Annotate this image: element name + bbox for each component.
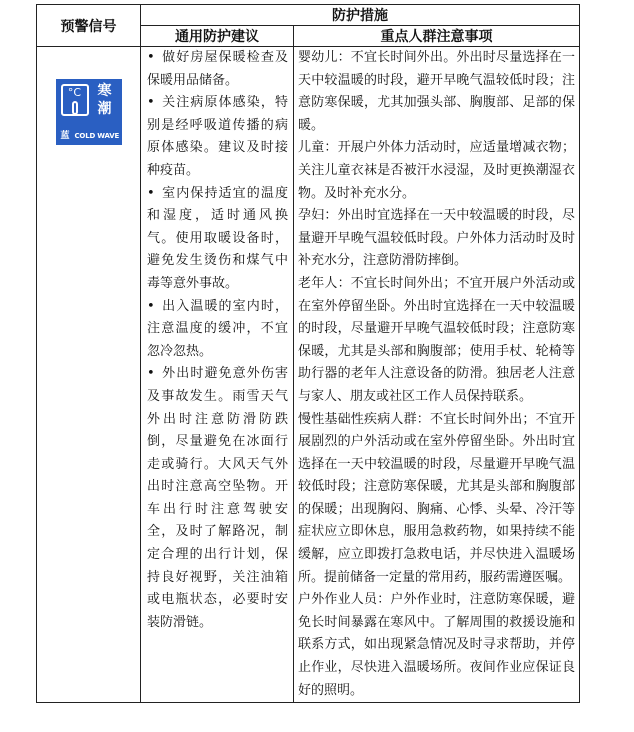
header-signal: 预警信号 [37, 5, 141, 47]
general-advice-cell [141, 47, 294, 703]
badge-title-en: COLD WAVE [74, 132, 120, 140]
header-key-groups: 重点人群注意事项 [294, 26, 580, 47]
key-group-pregnant: 孕妇：外出时宜选择在一天中较温暖的时段，尽量避开早晚气温较低时段。户外体力活动时及时补充水分，注意防滑防摔倒。 [298, 208, 575, 269]
header-measures: 防护措施 [141, 5, 580, 26]
general-advice-item: • 做好房屋保暖检查及保暖用品储备。 [147, 50, 288, 88]
cold-wave-blue-icon [56, 79, 122, 145]
key-group-outdoor-workers: 户外作业人员：户外作业时，注意防寒保暖，避免长时间暴露在寒风中。了解周围的救援设施和联系方式，如出现紧急情况及时寻求帮助，并停止作业，尽快进入温暖场所。夜间作业应保证良好的照明。 [298, 592, 575, 698]
general-advice-item: • 关注病原体感染，特别是经呼吸道传播的病原体感染。建议及时接种疫苗。 [147, 95, 288, 178]
key-group-children: 儿童：开展户外体力活动时，应适量增减衣物；关注儿童衣袜是否被汗水浸湿，及时更换潮湿衣物。及时补充水分。 [298, 140, 575, 201]
general-advice-item: • 外出时避免意外伤害及事故发生。雨雪天气外出时注意防滑防跌倒，尽量避免在冰面行走或骑行。大风天气外出时注意高空坠物。开车出行时注意驾驶安全，及时了解路况，制定合理的出行计划，保持良好视野，关注油箱或电瓶状态，必要时安装防滑链。 [147, 366, 288, 630]
thermometer-icon: °C [61, 84, 89, 116]
key-group-chronic-disease: 慢性基础性疾病人群：不宜长时间外出；不宜开展剧烈的户外活动或在室外停留坐卧。外出时宜选择在一天中较温暖的时段，尽量避开早晚气温较低时段；注意防寒保暖，尤其是头部和胸腹部的保暖；出现胸闷、胸痛、心悸、头晕、冷汗等症状应立即休息，服用急救药物，如果持续不能缓解，应立即拨打急救电话，并尽快进入温暖场所。提前储备一定量的常用药，服药需遵医嘱。 [298, 411, 575, 585]
badge-title-cn: 寒潮 [97, 83, 112, 117]
header-general-advice: 通用防护建议 [141, 26, 294, 47]
key-group-elderly: 老年人：不宜长时间外出；不宜开展户外活动或在室外停留坐卧。外出时宜选择在一天中较温暖的时段，尽量避开早晚气温较低时段；注意防寒保暖，尤其是头部和胸腹部；使用手杖、轮椅等助行器的老年人注意设备的防滑。独居老人注意与家人、朋友或社区工作人员保持联系。 [298, 275, 575, 404]
general-advice-item: • 出入温暖的室内时，注意温度的缓冲，不宜忽冷忽热。 [147, 298, 288, 359]
cold-wave-protection-table [36, 4, 580, 703]
key-group-infants: 婴幼儿：不宜长时间外出。外出时尽量选择在一天中较温暖的时段，避开早晚气温较低时段；注意防寒保暖，尤其加强头部、胸腹部、足部的保暖。 [298, 50, 575, 133]
key-groups-cell [294, 47, 580, 703]
general-advice-item: • 室内保持适宜的温度和湿度，适时通风换气。使用取暖设备时，避免发生烫伤和煤气中毒等意外事故。 [147, 185, 288, 291]
signal-cell [37, 47, 141, 703]
badge-level-cn: 蓝 [60, 131, 70, 141]
